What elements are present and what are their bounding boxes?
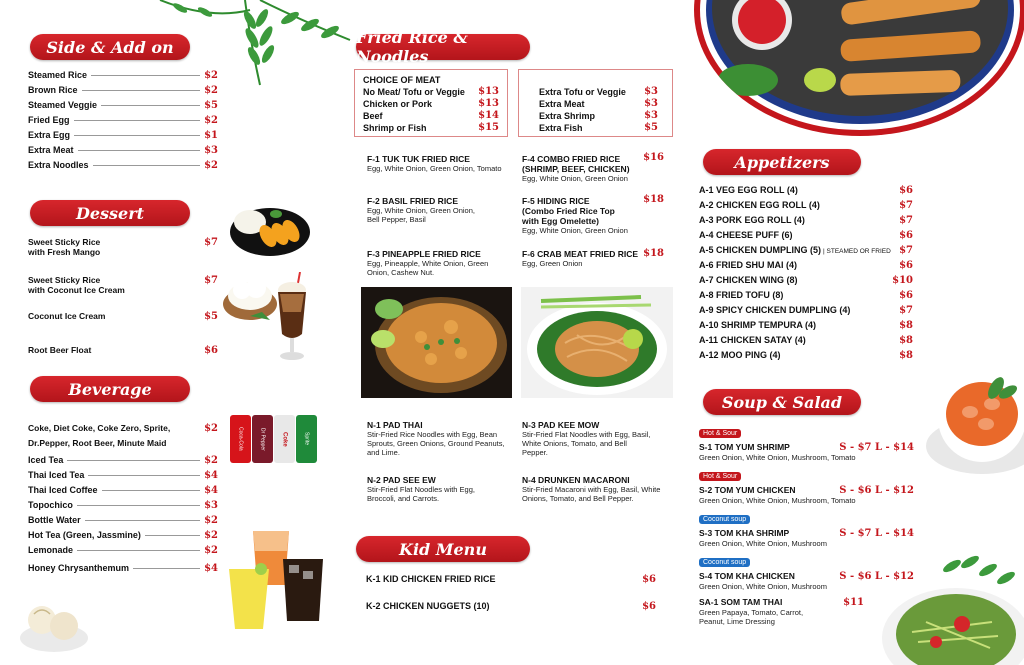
side-addon-banner: Side & Add on	[30, 34, 190, 60]
list-item: K-1 KID CHICKEN FRIED RICE $6	[366, 574, 656, 585]
sprite-can: Sprite	[296, 415, 317, 463]
coconut-soup-badge: Coconut soup	[699, 558, 750, 567]
list-item: Lemonade $2	[28, 545, 218, 556]
list-item: Hot & Sour S-2 TOM YUM CHICKEN S - $6 L - $12 Green Onion, White Onion, Mushroom, Tomato	[699, 473, 914, 505]
iced-drinks-photo	[225, 525, 330, 635]
menu-item-n3: N-3 PAD KEE MOW Stir-Fried Flat Noodles with Egg, Basil, White Onions, Tomato, and Bell Pepper.	[522, 420, 651, 457]
kid-menu-banner: Kid Menu	[356, 536, 530, 562]
list-item: Honey Chrysanthemum $4	[28, 563, 218, 574]
spring-rolls-photo	[690, 0, 1024, 136]
list-item: Coconut soup S-3 TOM KHA SHRIMP S - $7 L - $14 Green Onion, White Onion, Mushroom	[699, 516, 914, 548]
list-item: No Meat/ Tofu or Veggie $13	[363, 86, 499, 97]
list-item: Topochico $3	[28, 500, 218, 511]
coconut-ice-cream-photo	[220, 268, 280, 323]
list-item: Bottle Water $2	[28, 515, 218, 526]
extras-box	[518, 69, 673, 137]
papaya-salad-photo	[872, 552, 1024, 665]
list-item: Chicken or Pork $13	[363, 98, 499, 109]
hot-sour-badge: Hot & Sour	[699, 429, 741, 438]
list-item: Thai Iced Coffee $4	[28, 485, 218, 496]
list-item: Extra Meat $3	[28, 145, 218, 156]
mango-sticky-rice-photo	[228, 198, 313, 260]
root-beer-float-photo	[272, 272, 312, 362]
menu-item-n4: N-4 DRUNKEN MACARONI Stir-Fried Macaroni with Egg, Basil, White Onions, Tomato, and Bell Pepper.	[522, 475, 661, 503]
list-item: A-10 SHRIMP TEMPURA (4) $8	[699, 320, 913, 331]
menu-item-f4: F-4 COMBO FRIED RICE (SHRIMP, BEEF, CHICKEN) Egg, White Onion, Green Onion $16	[522, 152, 664, 183]
dessert-banner: Dessert	[30, 200, 190, 226]
list-item: A-1 VEG EGG ROLL (4) $6	[699, 185, 913, 196]
choice-of-meat-box	[354, 69, 508, 137]
coke-zero-can: Coke	[274, 415, 295, 463]
menu-item-f1: F-1 TUK TUK FRIED RICE Egg, White Onion, Green Onion, Tomato	[367, 154, 502, 173]
list-item: Beef $14	[363, 110, 499, 121]
appetizers-banner: Appetizers	[703, 149, 861, 175]
coconut-soup-badge: Coconut soup	[699, 515, 750, 524]
menu-item-f6: F-6 CRAB MEAT FRIED RICE Egg, Green Onion $18	[522, 248, 664, 268]
list-item: A-2 CHICKEN EGG ROLL (4) $7	[699, 200, 913, 211]
list-item: A-11 CHICKEN SATAY (4) $8	[699, 335, 913, 346]
soup-salad-banner: Soup & Salad	[703, 389, 861, 415]
list-item: Extra Meat $3	[539, 98, 658, 109]
steamed-buns-photo	[18, 590, 90, 655]
list-item: Fried Egg $2	[28, 115, 218, 126]
fried-rice-noodles-banner: Fried Rice & Noodles	[356, 34, 530, 60]
menu-item-f5: F-5 HIDING RICE (Combo Fried Rice Top with Egg Omelette) Egg, White Onion, Green Onion $18	[522, 194, 664, 235]
menu-item-n2: N-2 PAD SEE EW Stir-Fried Flat Noodles with Egg, Broccoli, and Carrots.	[367, 475, 475, 503]
list-item: A-12 MOO PING (4) $8	[699, 350, 913, 361]
list-item: Extra Egg $1	[28, 130, 218, 141]
list-item: A-3 PORK EGG ROLL (4) $7	[699, 215, 913, 226]
pad-thai-photo	[521, 287, 673, 398]
list-item: Coconut soup S-4 TOM KHA CHICKEN S - $6 L - $12 Green Onion, White Onion, Mushroom	[699, 559, 914, 591]
menu-item-f3: F-3 PINEAPPLE FRIED RICE Egg, Pineapple, White Onion, Green Onion, Cashew Nut.	[367, 249, 489, 277]
soda-cans-photo	[230, 415, 320, 465]
list-item: Root Beer Float $6	[28, 345, 218, 356]
list-item: Extra Noodles $2	[28, 160, 218, 171]
list-item: Shrimp or Fish $15	[363, 122, 499, 133]
list-item: Iced Tea $2	[28, 455, 218, 466]
tom-yum-soup-photo	[924, 362, 1024, 477]
list-item: Thai Iced Tea $4	[28, 470, 218, 481]
list-item: A-9 SPICY CHICKEN DUMPLING (4) $7	[699, 305, 913, 316]
list-item: Extra Shrimp $3	[539, 110, 658, 121]
list-item: Sweet Sticky Rice with Coconut Ice Cream $7	[28, 275, 218, 295]
list-item: K-2 CHICKEN NUGGETS (10) $6	[366, 601, 656, 612]
menu-item-f2: F-2 BASIL FRIED RICE Egg, White Onion, Green Onion, Bell Pepper, Basil	[367, 196, 475, 224]
list-item: A-7 CHICKEN WING (8) $10	[699, 275, 913, 286]
list-item: A-4 CHEESE PUFF (6) $6	[699, 230, 913, 241]
list-item: Sweet Sticky Rice with Fresh Mango $7	[28, 237, 218, 257]
choice-header: CHOICE OF MEAT	[363, 75, 441, 85]
list-item: Coconut Ice Cream $5	[28, 311, 218, 322]
list-item: Steamed Rice $2	[28, 70, 218, 81]
list-item: Hot Tea (Green, Jassmine) $2	[28, 530, 218, 541]
list-item: A-6 FRIED SHU MAI (4) $6	[699, 260, 913, 271]
list-item: Coke, Diet Coke, Coke Zero, Sprite, Dr.Pepper, Root Beer, Minute Maid $2	[28, 423, 218, 448]
list-item: SA-1 SOM TAM THAI $11 Green Papaya, Tomato, Carrot, Peanut, Lime Dressing	[699, 597, 864, 626]
menu-item-n1: N-1 PAD THAI Stir-Fried Rice Noodles with Egg, Bean Sprouts, Green Onions, Ground Peanuts, and Lime.	[367, 420, 505, 457]
list-item: Hot & Sour S-1 TOM YUM SHRIMP S - $7 L - $14 Green Onion, White Onion, Mushroom, Tomato	[699, 430, 914, 462]
dr-pepper-can: Dr Pepper	[252, 415, 273, 463]
beverage-banner: Beverage	[30, 376, 190, 402]
fried-rice-photo	[361, 287, 512, 398]
list-item: Extra Fish $5	[539, 122, 658, 133]
list-item: A-5 CHICKEN DUMPLING (5) | STEAMED OR FRIED $7	[699, 245, 913, 256]
list-item: Brown Rice $2	[28, 85, 218, 96]
list-item: A-8 FRIED TOFU (8) $6	[699, 290, 913, 301]
list-item: Extra Tofu or Veggie $3	[539, 86, 658, 97]
coca-cola-can: Coca-Cola	[230, 415, 251, 463]
hot-sour-badge: Hot & Sour	[699, 472, 741, 481]
list-item: Steamed Veggie $5	[28, 100, 218, 111]
